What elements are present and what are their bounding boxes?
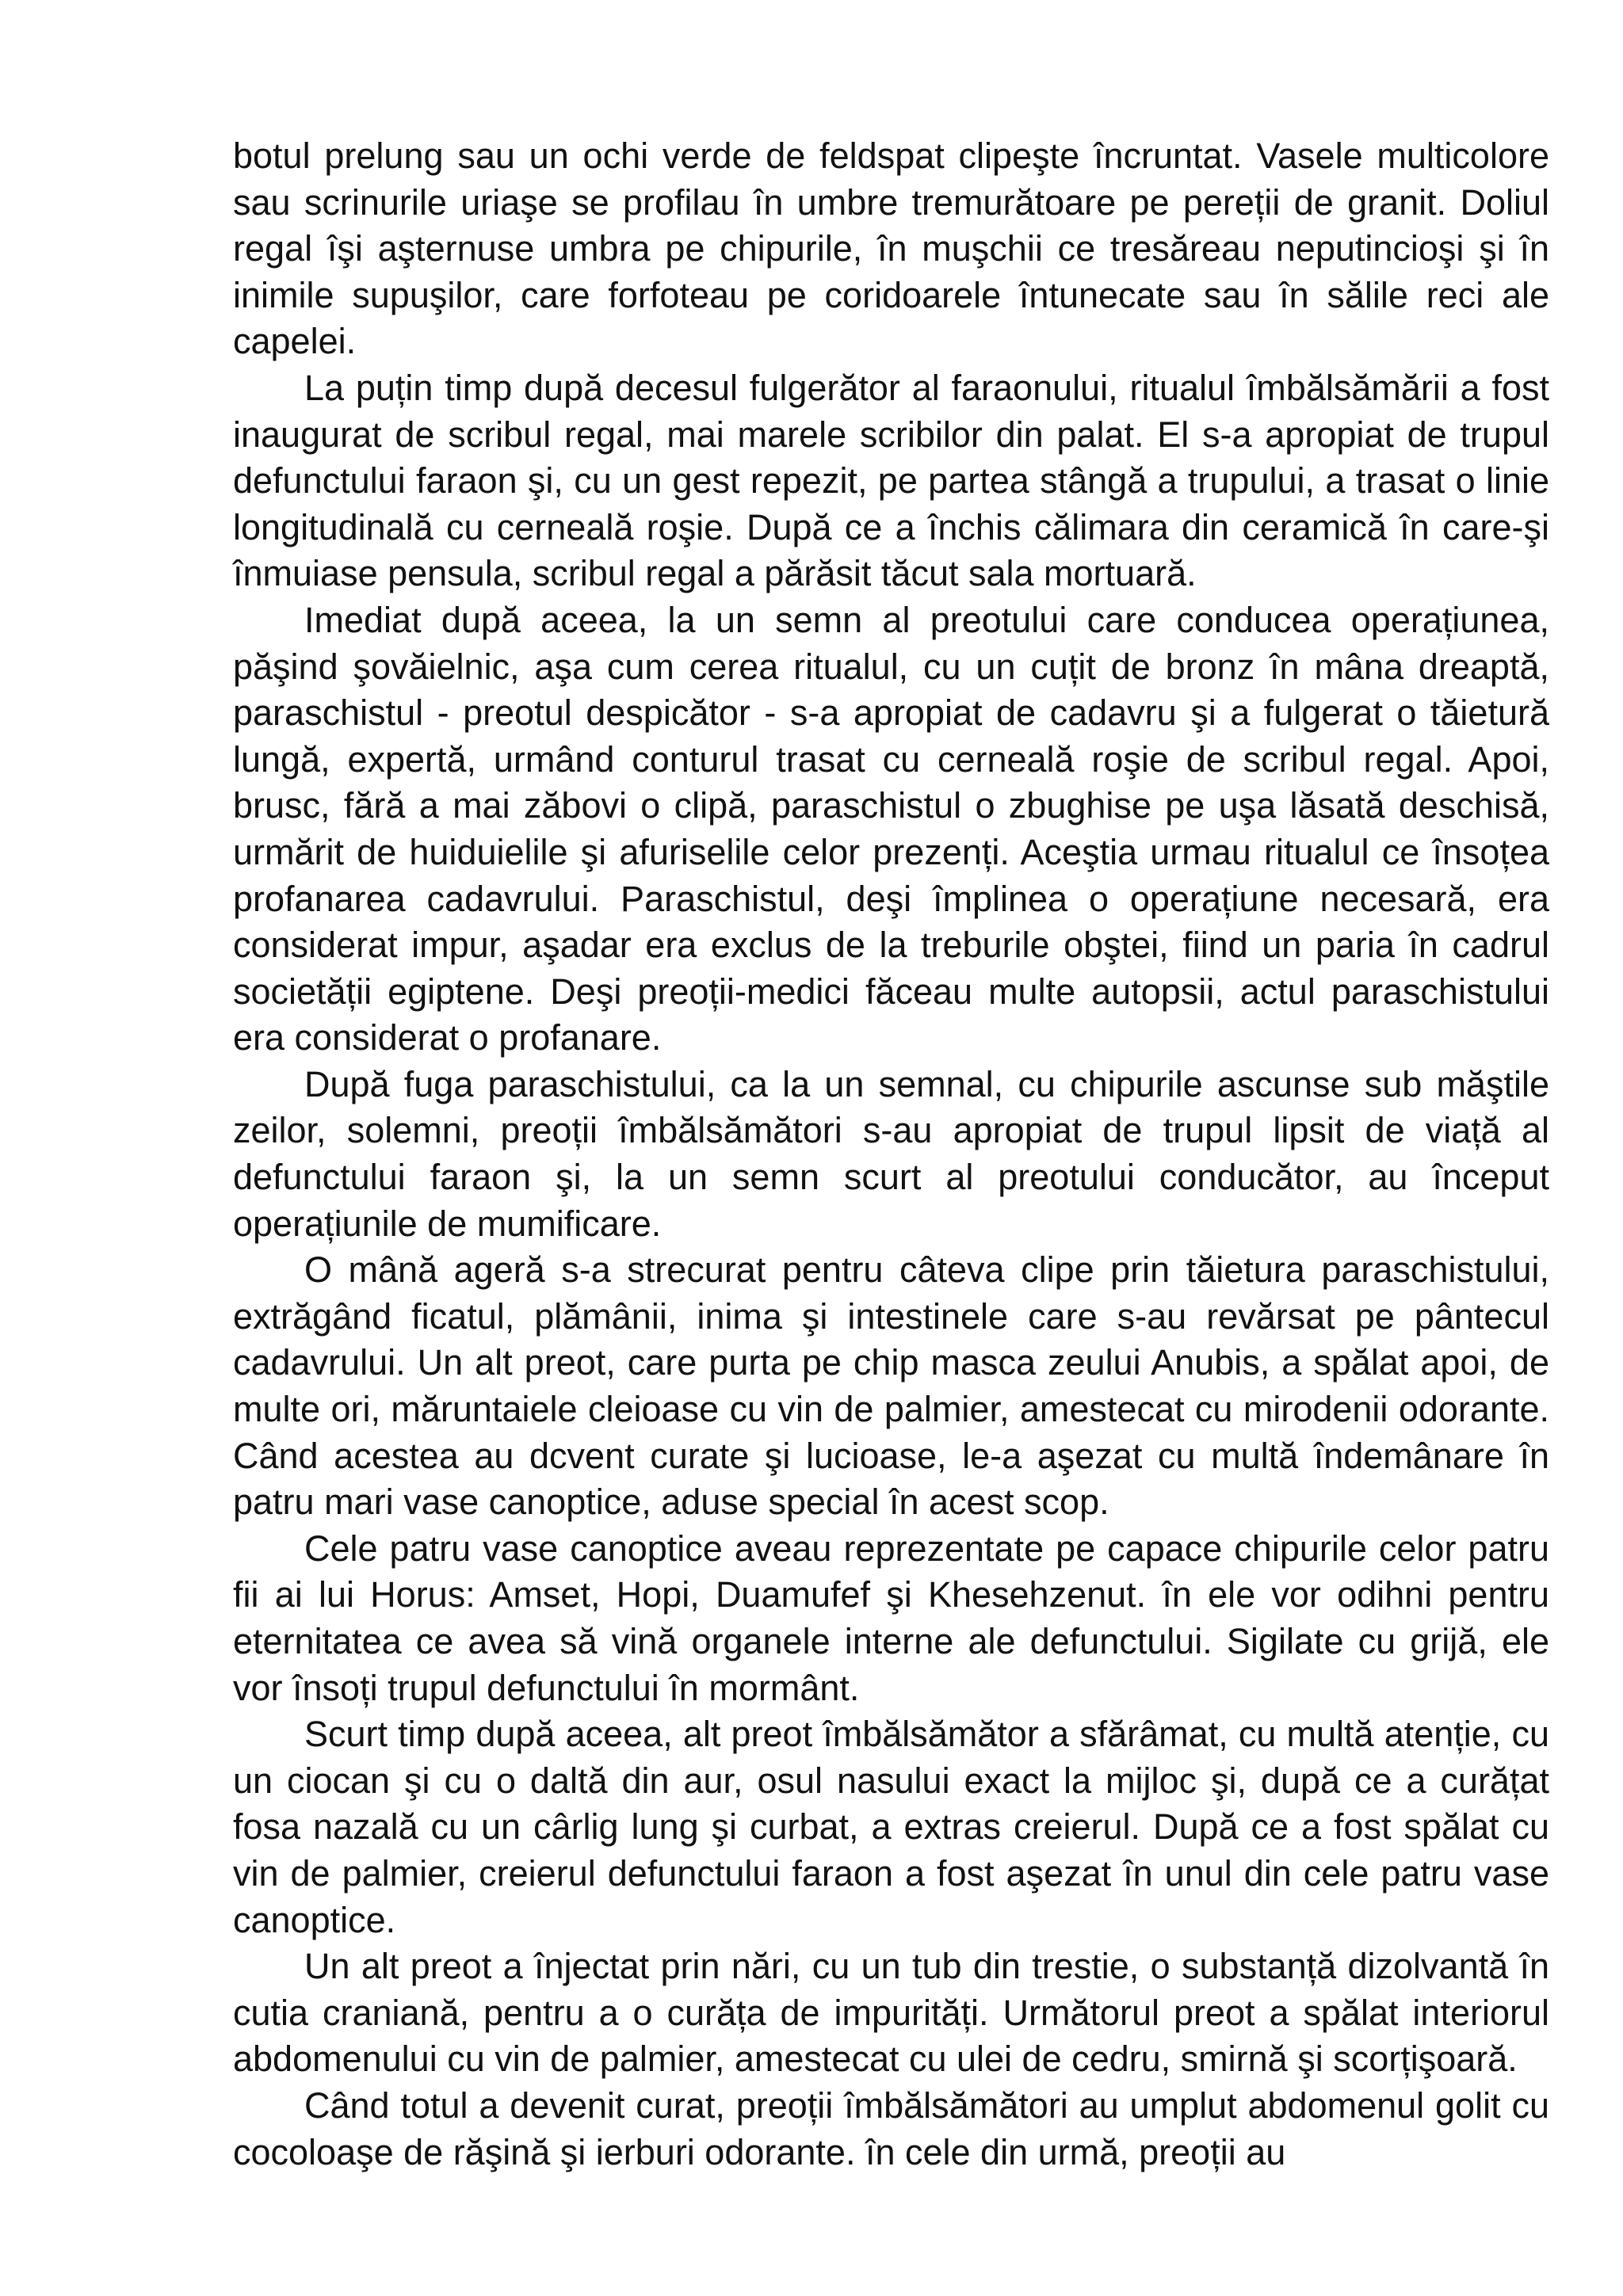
paragraph-7: Scurt timp după aceea, alt preot îmbălsămător a sfărâmat, cu multă atenție, cu un ciocan şi cu o daltă din aur, osul nasului exact la mijloc şi, după ce a curățat fosa nazală cu un cârlig lung şi curbat, a extras creierul. După ce a fost spălat cu vin de palmier, creierul defunctului faraon a fost aşezat în unul din cele patru vase canoptice. bbox=[233, 1714, 1549, 1940]
paragraph-8: Un alt preot a înjectat prin nări, cu un tub din trestie, o substanță dizolvantă în cutia craniană, pentru a o curăța de impurități. Următorul preot a spălat interiorul abdomenului cu vin de palmier, amestecat cu ulei de cedru, smirnă şi scorțişoară. bbox=[233, 1946, 1549, 2080]
paragraph-6: Cele patru vase canoptice aveau reprezentate pe capace chipurile celor patru fii ai lui Horus: Amset, Hopi, Duamufef şi Khesehzenut. în ele vor odihni pentru eternitatea ce avea să vină organele interne ale defunctului. Sigilate cu grijă, ele vor însoți trupul defunctului în mormânt. bbox=[233, 1527, 1549, 1708]
paragraph-1: botul prelung sau un ochi verde de feldspat clipeşte încruntat. Vasele multicolore sau scrinurile uriaşe se profilau în umbre tremurătoare pe pereții de granit. Doliul regal îşi aşternuse umbra pe chipurile, în muşchii ce tresăreau neputincioşi şi în inimile supuşilor, care forfoteau pe coridoarele întunecate sau în sălile reci ale capelei. bbox=[233, 135, 1549, 362]
paragraph-3: Imediat după aceea, la un semn al preotului care conducea operațiunea, păşind şovăielnic, aşa cum cerea ritualul, cu un cuțit de bronz în mâna dreaptă, paraschistul - preotul despicător - s-a apropiat de cadavru şi a fulgerat o tăietură lungă, expertă, urmând conturul trasat cu cerneală roşie de scribul regal. Apoi, brusc, fără a mai zăbovi o clipă, paraschistul o zbughise pe uşa lăsată deschisă, urmărit de huiduielile şi afuriselile celor prezenți. Aceştia urmau ritualul ce însoțea profanarea cadavrului. Paraschistul, deşi împlinea o operațiune necesară, era considerat impur, aşadar era exclus de la treburile obştei, fiind un paria în cadrul societății egiptene. Deşi preoții-medici făceau multe autopsii, actul paraschistului era considerat o profanare. bbox=[233, 599, 1549, 1058]
document-page bbox=[233, 133, 1549, 2176]
paragraph-2: La puțin timp după decesul fulgerător al faraonului, ritualul îmbălsămării a fost inaugurat de scribul regal, mai marele scribilor din palat. El s-a apropiat de trupul defunctului faraon şi, cu un gest repezit, pe partea stângă a trupului, a trasat o linie longitudinală cu cerneală roşie. După ce a închis călimara din ceramică în care-şi înmuiase pensula, scribul regal a părăsit tăcut sala mortuară. bbox=[233, 367, 1549, 594]
paragraph-4: După fuga paraschistului, ca la un semnal, cu chipurile ascunse sub măştile zeilor, solemni, preoții îmbălsămători s-au apropiat de trupul lipsit de viață al defunctului faraon şi, la un semn scurt al preotului conducător, au început operațiunile de mumificare. bbox=[233, 1063, 1549, 1244]
paragraph-9: Când totul a devenit curat, preoții îmbălsămători au umplut abdomenul golit cu cocoloaşe de răşină şi ierburi odorante. în cele din urmă, preoții au bbox=[233, 2084, 1549, 2172]
paragraph-5: O mână ageră s-a strecurat pentru câteva clipe prin tăietura paraschistului, extrăgând ficatul, plămânii, inima şi intestinele care s-au revărsat pe pântecul cadavrului. Un alt preot, care purta pe chip masca zeului Anubis, a spălat apoi, de multe ori, măruntaiele cleioase cu vin de palmier, amestecat cu mirodenii odorante. Când acestea au dcvent curate şi lucioase, le-a aşezat cu multă îndemânare în patru mari vase canoptice, aduse special în acest scop. bbox=[233, 1249, 1549, 1523]
